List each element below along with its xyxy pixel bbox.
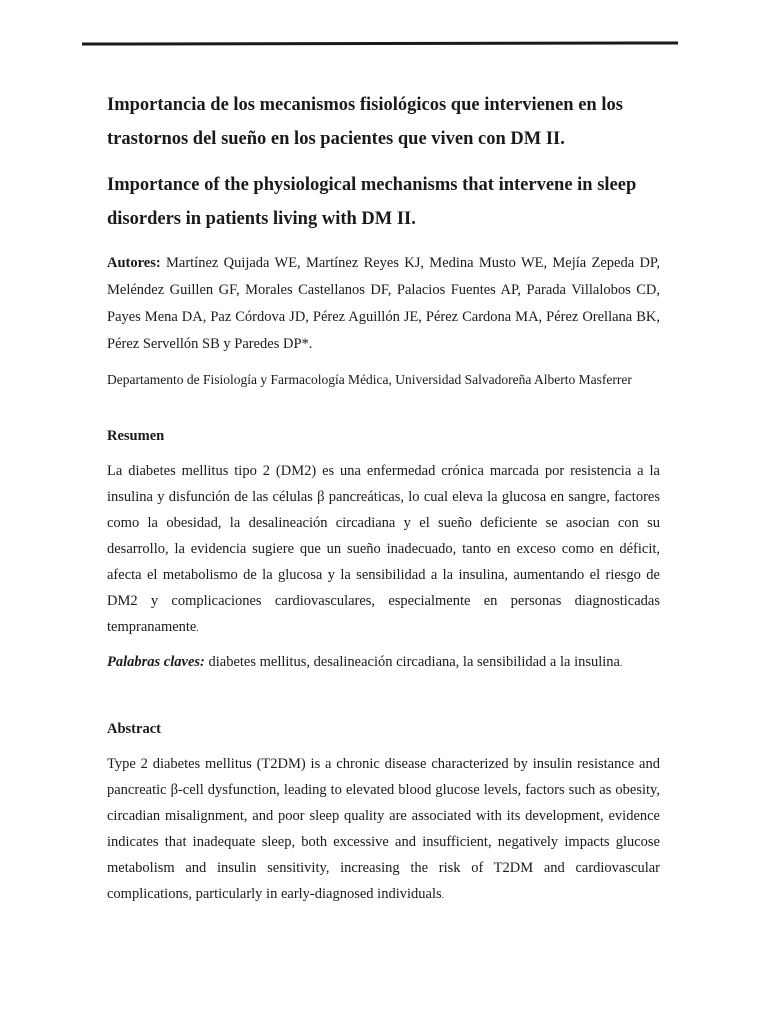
abstract-end-mark: . bbox=[441, 890, 444, 900]
keywords-end-mark: . bbox=[620, 658, 623, 668]
title-english: Importance of the physiological mechanisms that intervene in sleep disorders in patients living with DM II. bbox=[107, 175, 637, 229]
keywords bbox=[107, 649, 660, 676]
author-list bbox=[107, 250, 660, 358]
authors-label: Autores: bbox=[107, 255, 161, 271]
abstract-body: Type 2 diabetes mellitus (T2DM) is a chronic disease characterized by insulin resistance and pancreatic β-cell dysfunction, leading to elevated blood glucose levels, factors such as obesity, circadian misalignment, and poor sleep quality are associated with its development, evidence indicates that inadequate sleep, both excessive and insufficient, negatively impacts glucose metabolism and insulin sensitivity, increasing the risk of T2DM and cardiovascular complications, particularly in early-diagnosed individuals bbox=[107, 756, 660, 902]
title-spanish: Importancia de los mecanismos fisiológicos que intervienen en los trastornos del sueño en los pacientes que viven con DM II. bbox=[107, 95, 623, 149]
resumen-text bbox=[107, 458, 660, 641]
affiliation: Departamento de Fisiología y Farmacología Médica, Universidad Salvadoreña Alberto Masferrer bbox=[107, 372, 632, 387]
authors-names: Martínez Quijada WE, Martínez Reyes KJ, Medina Musto WE, Mejía Zepeda DP, Meléndez Guillen GF, Morales Castellanos DF, Palacios Fuentes AP, Parada Villalobos CD, Payes Mena DA, Paz Córdova JD, Pérez Aguillón JE, Pérez Cardona MA, Pérez Orellana BK, Pérez Servellón SB y Paredes DP*. bbox=[107, 255, 660, 352]
resumen-end-mark: . bbox=[196, 623, 199, 633]
keywords-text: diabetes mellitus, desalineación circadiana, la sensibilidad a la insulina bbox=[204, 654, 620, 670]
abstract-text bbox=[107, 751, 660, 908]
resumen-body: La diabetes mellitus tipo 2 (DM2) es una enfermedad crónica marcada por resistencia a la insulina y disfunción de las células β pancreáticas, lo cual eleva la glucosa en sangre, factores como la obesidad, la desalineación circadiana y el sueño deficiente se asocian con su desarrollo, la evidencia sugiere que un sueño inadecuado, tanto en exceso como en déficit, afecta el metabolismo de la glucosa y la sensibilidad a la insulina, aumentando el riesgo de DM2 y complicaciones cardiovasculares, especialmente en personas diagnosticadas tempranamente bbox=[107, 463, 660, 635]
paper-page bbox=[107, 88, 660, 916]
resumen-heading: Resumen bbox=[107, 428, 165, 444]
abstract-heading: Abstract bbox=[107, 721, 161, 737]
header-rule bbox=[82, 41, 678, 45]
keywords-label: Palabras claves: bbox=[107, 654, 205, 670]
